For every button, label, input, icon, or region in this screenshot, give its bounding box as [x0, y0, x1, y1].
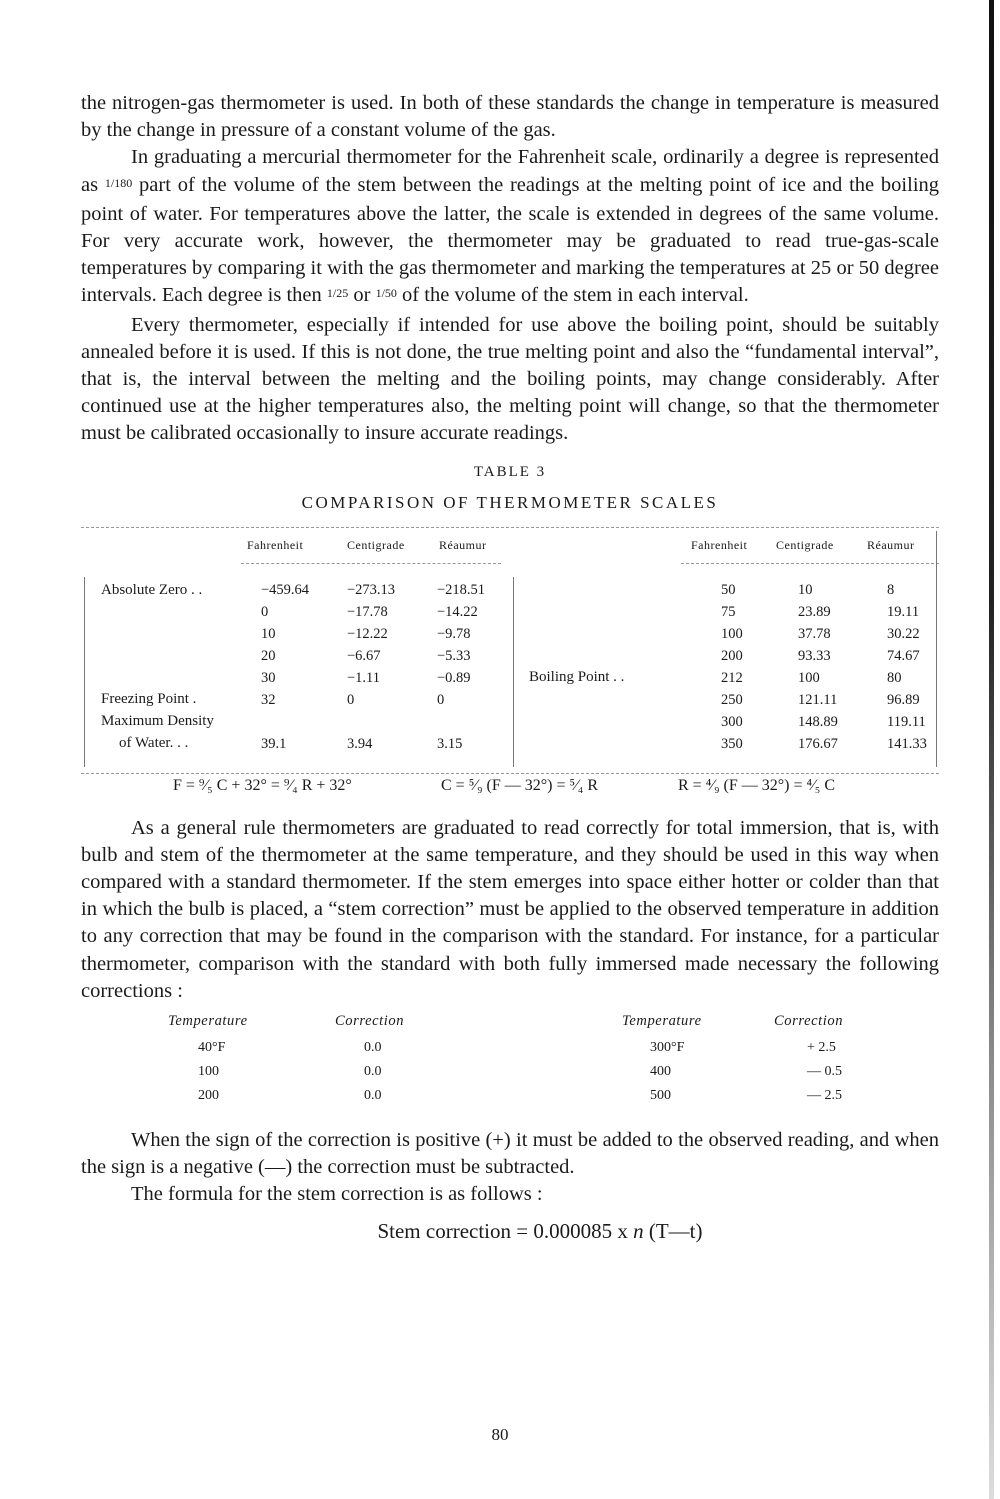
- corr-header-temperature-right: Temperature: [622, 1013, 702, 1030]
- paragraph-5: When the sign of the correction is positive (+) it must be added to the observed reading, and when the sign is a negative (—) the correction must be subtracted.: [81, 1129, 939, 1179]
- left-cell-r5-c2: 0: [437, 691, 445, 708]
- left-cell-r4-c0: 30: [261, 669, 276, 686]
- table-number: TABLE 3: [473, 463, 547, 480]
- corr-header-correction-right: Correction: [774, 1013, 844, 1030]
- corr-left-temp-0: 40°F: [198, 1040, 226, 1056]
- corr-left-value-2: 0.0: [364, 1088, 382, 1104]
- paragraph-3: Every thermometer, especially if intended for use above the boiling point, should be suitably annealed before it is used. If this is not done, the true melting point and also the “fundamental interval”, that is, the interval between the melting and the boiling points, may change considerably. After continued use at the higher temperatures also, the melting point will change, so that the thermometer must be calibrated occasionally to insure accurate readings.: [81, 313, 939, 445]
- right-cell-r1-c2: 19.11: [887, 603, 920, 620]
- conversion-formulas: [81, 777, 939, 811]
- corr-right-temp-0: 300°F: [650, 1040, 685, 1056]
- left-cell-r1-c0: 0: [261, 603, 269, 620]
- table-right-edge: [936, 531, 937, 767]
- corr-left-value-0: 0.0: [364, 1040, 382, 1056]
- page-edge-shadow: [989, 0, 994, 1499]
- corr-header-correction-left: Correction: [335, 1013, 405, 1030]
- header-centigrade-left: Centigrade: [347, 537, 405, 552]
- comparison-table: [81, 527, 939, 777]
- header-rule-right: [681, 563, 939, 564]
- stem-formula-n: n: [633, 1218, 644, 1243]
- left-cell-r5-c0: 32: [261, 691, 276, 708]
- header-reaumur-left: Réaumur: [439, 537, 487, 552]
- left-cell-r3-c0: 20: [261, 647, 276, 664]
- right-cell-r4-c1: 100: [798, 669, 820, 686]
- right-cell-r4-c0: 212: [721, 669, 743, 686]
- header-fahrenheit-right: Fahrenheit: [691, 537, 748, 552]
- right-cell-r1-c0: 75: [721, 603, 736, 620]
- left-cell-r0-c1: −273.13: [347, 581, 396, 598]
- right-cell-r0-c1: 10: [798, 581, 813, 598]
- paragraph-4: As a general rule thermometers are graduated to read correctly for total immersion, that is, with bulb and stem of the thermometer at the same temperature, and they should be used in this way when compared with a standard thermometer. If the stem emerges into space either hotter or colder than that in which the bulb is placed, a “stem correction” must be applied to the observed temperature in addition to any correction that may be found in the comparison with the standard. For instance, for a particular thermometer, comparison with the standard with both fully immersed made necessary the following corrections :: [81, 816, 939, 1002]
- formula-centigrade: C = ⁵⁄₉ (F — 32°) = ⁵⁄₄ R: [441, 776, 598, 794]
- table-left-edge: [84, 577, 85, 767]
- right-cell-r5-c2: 96.89: [887, 691, 920, 708]
- right-cell-r3-c2: 74.67: [887, 647, 920, 664]
- right-cell-r3-c0: 200: [721, 647, 743, 664]
- corr-left-temp-2: 200: [198, 1088, 219, 1104]
- right-cell-r5-c0: 250: [721, 691, 743, 708]
- left-cell-r6-c2: 3.15: [437, 735, 463, 752]
- formula-fahrenheit: F = ⁹⁄₅ C + 32° = ⁹⁄₄ R + 32°: [173, 776, 352, 794]
- label-freezing-point: Freezing Point .: [101, 690, 197, 707]
- paragraph-2-part-c: of the volume of the stem in each interval.: [402, 284, 749, 307]
- right-cell-r6-c0: 300: [721, 713, 743, 730]
- right-cell-r7-c1: 176.67: [798, 735, 838, 752]
- label-absolute-zero: Absolute Zero . .: [101, 581, 203, 598]
- right-cell-r2-c2: 30.22: [887, 625, 920, 642]
- page-content: [81, 90, 939, 1265]
- corr-left-temp-1: 100: [198, 1064, 219, 1080]
- right-cell-r0-c0: 50: [721, 581, 736, 598]
- paragraph-6: The formula for the stem correction is as follows :: [131, 1183, 543, 1206]
- label-maximum-density: Maximum Density: [101, 712, 214, 729]
- formula-reaumur: R = ⁴⁄₉ (F — 32°) = ⁴⁄₅ C: [678, 776, 835, 794]
- left-cell-r1-c2: −14.22: [437, 603, 478, 620]
- table-bottom-rule: [81, 773, 939, 774]
- table-middle-rule: [513, 577, 514, 767]
- right-cell-r5-c1: 121.11: [798, 691, 838, 708]
- corr-right-value-1: — 0.5: [807, 1064, 842, 1080]
- left-cell-r4-c1: −1.11: [347, 669, 381, 686]
- paragraph-2: [81, 144, 939, 311]
- left-cell-r6-c1: 3.94: [347, 735, 373, 752]
- left-cell-r0-c2: −218.51: [437, 581, 486, 598]
- paragraph-2-or: or: [353, 284, 371, 307]
- table-title: COMPARISON OF THERMOMETER SCALES: [301, 492, 719, 512]
- left-cell-r6-c0: 39.1: [261, 735, 287, 752]
- left-cell-r3-c2: −5.33: [437, 647, 471, 664]
- right-cell-r0-c2: 8: [887, 581, 895, 598]
- table-top-rule: [81, 527, 939, 528]
- left-cell-r1-c1: −17.78: [347, 603, 388, 620]
- right-cell-r2-c0: 100: [721, 625, 743, 642]
- right-cell-r1-c1: 23.89: [798, 603, 831, 620]
- fraction-1-50: 1/50: [375, 286, 397, 301]
- corr-right-temp-2: 500: [650, 1088, 671, 1104]
- paragraph-2-part-b: part of the volume of the stem between the readings at the melting point of ice and the boiling point of water. For temperatures above the latter, the scale is extended in degrees of the same volume. For very accurate work, however, the thermometer may be graduated to read true-gas-scale temperatures by comparing it with the gas thermometer and marking the temperatures at 25 or 50 degree intervals. Each degree is then: [81, 173, 940, 307]
- header-rule-left: [241, 563, 501, 564]
- left-cell-r2-c2: −9.78: [437, 625, 471, 642]
- fraction-1-25: 1/25: [326, 286, 349, 301]
- header-reaumur-right: Réaumur: [867, 537, 915, 552]
- corr-header-temperature-left: Temperature: [168, 1013, 248, 1030]
- right-cell-r4-c2: 80: [887, 669, 902, 686]
- stem-correction-formula: [81, 1219, 939, 1244]
- right-cell-r3-c1: 93.33: [798, 647, 831, 664]
- right-cell-r2-c1: 37.78: [798, 625, 831, 642]
- right-cell-r6-c1: 148.89: [798, 713, 838, 730]
- page-number: 80: [491, 1425, 509, 1444]
- header-centigrade-right: Centigrade: [776, 537, 834, 552]
- left-cell-r2-c0: 10: [261, 625, 276, 642]
- corr-right-value-0: + 2.5: [807, 1040, 836, 1056]
- left-cell-r2-c1: −12.22: [347, 625, 388, 642]
- label-boiling-point: Boiling Point . .: [529, 668, 625, 685]
- left-cell-r0-c0: −459.64: [261, 581, 310, 598]
- paragraph-1: the nitrogen-gas thermometer is used. In both of these standards the change in temperature is measured by the change in pressure of a constant volume of the gas.: [81, 92, 939, 142]
- corrections-table: [81, 1013, 939, 1121]
- stem-formula-lhs: Stem correction = 0.000085 x: [377, 1218, 628, 1243]
- right-cell-r7-c0: 350: [721, 735, 743, 752]
- left-cell-r4-c2: −0.89: [437, 669, 471, 686]
- fraction-1-180: 1/180: [104, 175, 133, 190]
- right-cell-r6-c2: 119.11: [887, 713, 926, 730]
- paragraph-2-part-a: In graduating a mercurial thermometer for the Fahrenheit scale, ordinarily a degree is represented as: [81, 146, 939, 196]
- corr-left-value-1: 0.0: [364, 1064, 382, 1080]
- corr-right-value-2: — 2.5: [807, 1088, 842, 1104]
- left-cell-r3-c1: −6.67: [347, 647, 381, 664]
- corr-right-temp-1: 400: [650, 1064, 671, 1080]
- stem-formula-rhs: (T—t): [648, 1218, 703, 1243]
- header-fahrenheit-left: Fahrenheit: [247, 537, 304, 552]
- left-cell-r5-c1: 0: [347, 691, 355, 708]
- right-cell-r7-c2: 141.33: [887, 735, 927, 752]
- label-of-water: of Water. . .: [119, 734, 189, 751]
